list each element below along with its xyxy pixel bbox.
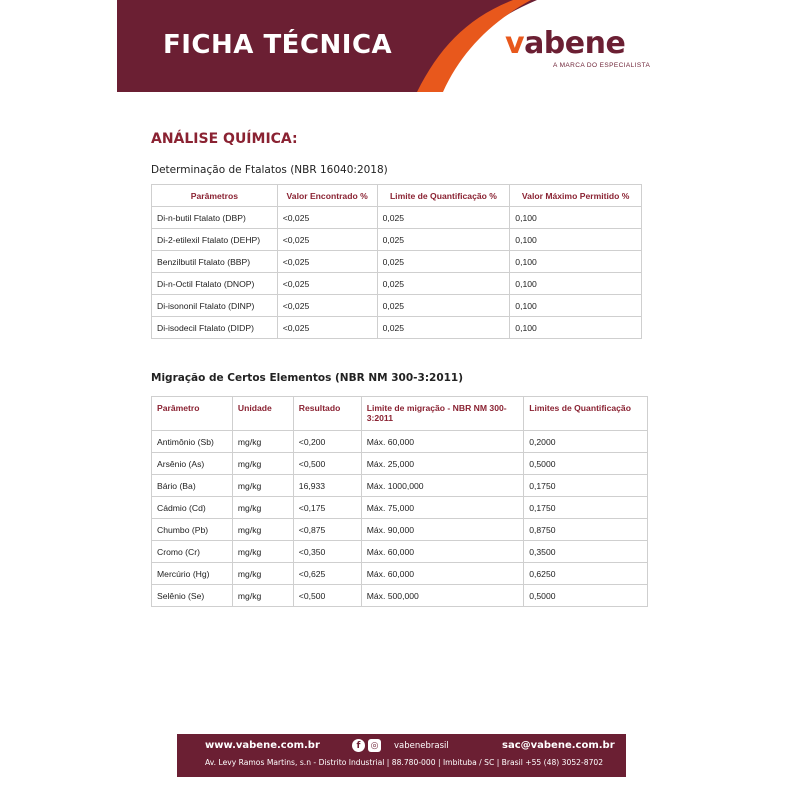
column-header: Resultado [293,397,361,431]
column-header: Limites de Quantificação [524,397,648,431]
footer-bar [177,734,626,777]
table-cell: 16,933 [293,475,361,497]
table-cell: mg/kg [232,453,293,475]
facebook-icon[interactable]: f [352,739,365,752]
table-cell: <0,500 [293,585,361,607]
table-cell: Máx. 500,000 [361,585,524,607]
logo-wordmark-rest: abene [524,26,626,61]
table-row [152,475,648,497]
table-cell: 0,025 [377,317,510,339]
table-row [152,229,642,251]
table-cell: 0,2000 [524,431,648,453]
table-cell: Chumbo (Pb) [152,519,233,541]
page-title: FICHA TÉCNICA [163,30,393,60]
table-cell: <0,175 [293,497,361,519]
table-row [152,295,642,317]
table-cell: <0,025 [277,229,377,251]
social-handle[interactable]: vabenebrasil [394,741,449,751]
table-header-row [152,185,642,207]
section-title: ANÁLISE QUÍMICA: [151,131,298,147]
table-row [152,453,648,475]
table-row [152,207,642,229]
logo-wordmark [505,26,625,61]
table-cell: <0,025 [277,317,377,339]
table-cell: <0,500 [293,453,361,475]
column-header: Parâmetros [152,185,278,207]
table-cell: Antimônio (Sb) [152,431,233,453]
table-cell: Mercúrio (Hg) [152,563,233,585]
column-header: Limite de migração - NBR NM 300-3:2011 [361,397,524,431]
table-cell: Máx. 60,000 [361,431,524,453]
table-cell: mg/kg [232,475,293,497]
table-cell: 0,5000 [524,453,648,475]
table-cell: Selênio (Se) [152,585,233,607]
table-cell: 0,8750 [524,519,648,541]
table-cell: 0,100 [510,251,642,273]
header-banner [117,0,650,92]
table-cell: mg/kg [232,519,293,541]
table-cell: <0,200 [293,431,361,453]
table-cell: 0,100 [510,295,642,317]
table-cell: 0,6250 [524,563,648,585]
table1-title: Determinação de Ftalatos (NBR 16040:2018) [151,164,388,176]
table-cell: Di-2-etilexil Ftalato (DEHP) [152,229,278,251]
table-cell: 0,025 [377,207,510,229]
instagram-icon[interactable]: ◎ [368,739,381,752]
table-cell: <0,025 [277,273,377,295]
table-row [152,273,642,295]
table-cell: mg/kg [232,541,293,563]
table-cell: <0,625 [293,563,361,585]
logo-tagline: A MARCA DO ESPECIALISTA [553,62,650,69]
table-row [152,251,642,273]
table-cell: Máx. 60,000 [361,541,524,563]
table-cell: mg/kg [232,497,293,519]
table-row [152,541,648,563]
footer-address: Av. Levy Ramos Martins, s.n - Distrito Industrial | 88.780-000 | Imbituba / SC | Brasil +55 (48) 3052-8702 [205,758,604,767]
email-link[interactable]: sac@vabene.com.br [502,740,615,751]
column-header: Valor Encontrado % [277,185,377,207]
table-cell: <0,025 [277,295,377,317]
table-cell: 0,1750 [524,497,648,519]
table-cell: mg/kg [232,431,293,453]
table-cell: 0,5000 [524,585,648,607]
table-cell: 0,100 [510,273,642,295]
website-link[interactable]: www.vabene.com.br [205,740,320,751]
table-cell: mg/kg [232,585,293,607]
table-row [152,317,642,339]
table-row [152,585,648,607]
table-cell: Máx. 25,000 [361,453,524,475]
table-cell: Benzilbutil Ftalato (BBP) [152,251,278,273]
table-row [152,497,648,519]
table-cell: <0,875 [293,519,361,541]
table-cell: 0,025 [377,229,510,251]
vabene-logo [505,26,650,76]
table-row [152,563,648,585]
table-cell: Di-isodecil Ftalato (DIDP) [152,317,278,339]
table-cell: Cromo (Cr) [152,541,233,563]
table-cell: Máx. 60,000 [361,563,524,585]
table-cell: 0,025 [377,295,510,317]
table-cell: <0,025 [277,251,377,273]
table-cell: 0,025 [377,273,510,295]
table-cell: <0,350 [293,541,361,563]
column-header: Limite de Quantificação % [377,185,510,207]
table-cell: Máx. 1000,000 [361,475,524,497]
table-cell: Di-isononil Ftalato (DINP) [152,295,278,317]
table-cell: Di-n-Octil Ftalato (DNOP) [152,273,278,295]
table-cell: 0,3500 [524,541,648,563]
table-cell: Cádmio (Cd) [152,497,233,519]
table-cell: 0,025 [377,251,510,273]
table-cell: Máx. 75,000 [361,497,524,519]
column-header: Parâmetro [152,397,233,431]
column-header: Valor Máximo Permitido % [510,185,642,207]
social-icons [352,739,381,752]
table-cell: mg/kg [232,563,293,585]
table-cell: <0,025 [277,207,377,229]
phthalates-table [151,184,642,339]
table-header-row [152,397,648,431]
table-cell: Arsênio (As) [152,453,233,475]
table-cell: Máx. 90,000 [361,519,524,541]
column-header: Unidade [232,397,293,431]
logo-wordmark-v: v [505,26,525,61]
table-cell: 0,100 [510,229,642,251]
table-cell: Di-n-butil Ftalato (DBP) [152,207,278,229]
table-cell: 0,100 [510,317,642,339]
table-cell: 0,100 [510,207,642,229]
table-row [152,431,648,453]
table-row [152,519,648,541]
table-cell: Bário (Ba) [152,475,233,497]
table-cell: 0,1750 [524,475,648,497]
table2-title: Migração de Certos Elementos (NBR NM 300-3:2011) [151,372,464,384]
elements-migration-table [151,396,648,607]
